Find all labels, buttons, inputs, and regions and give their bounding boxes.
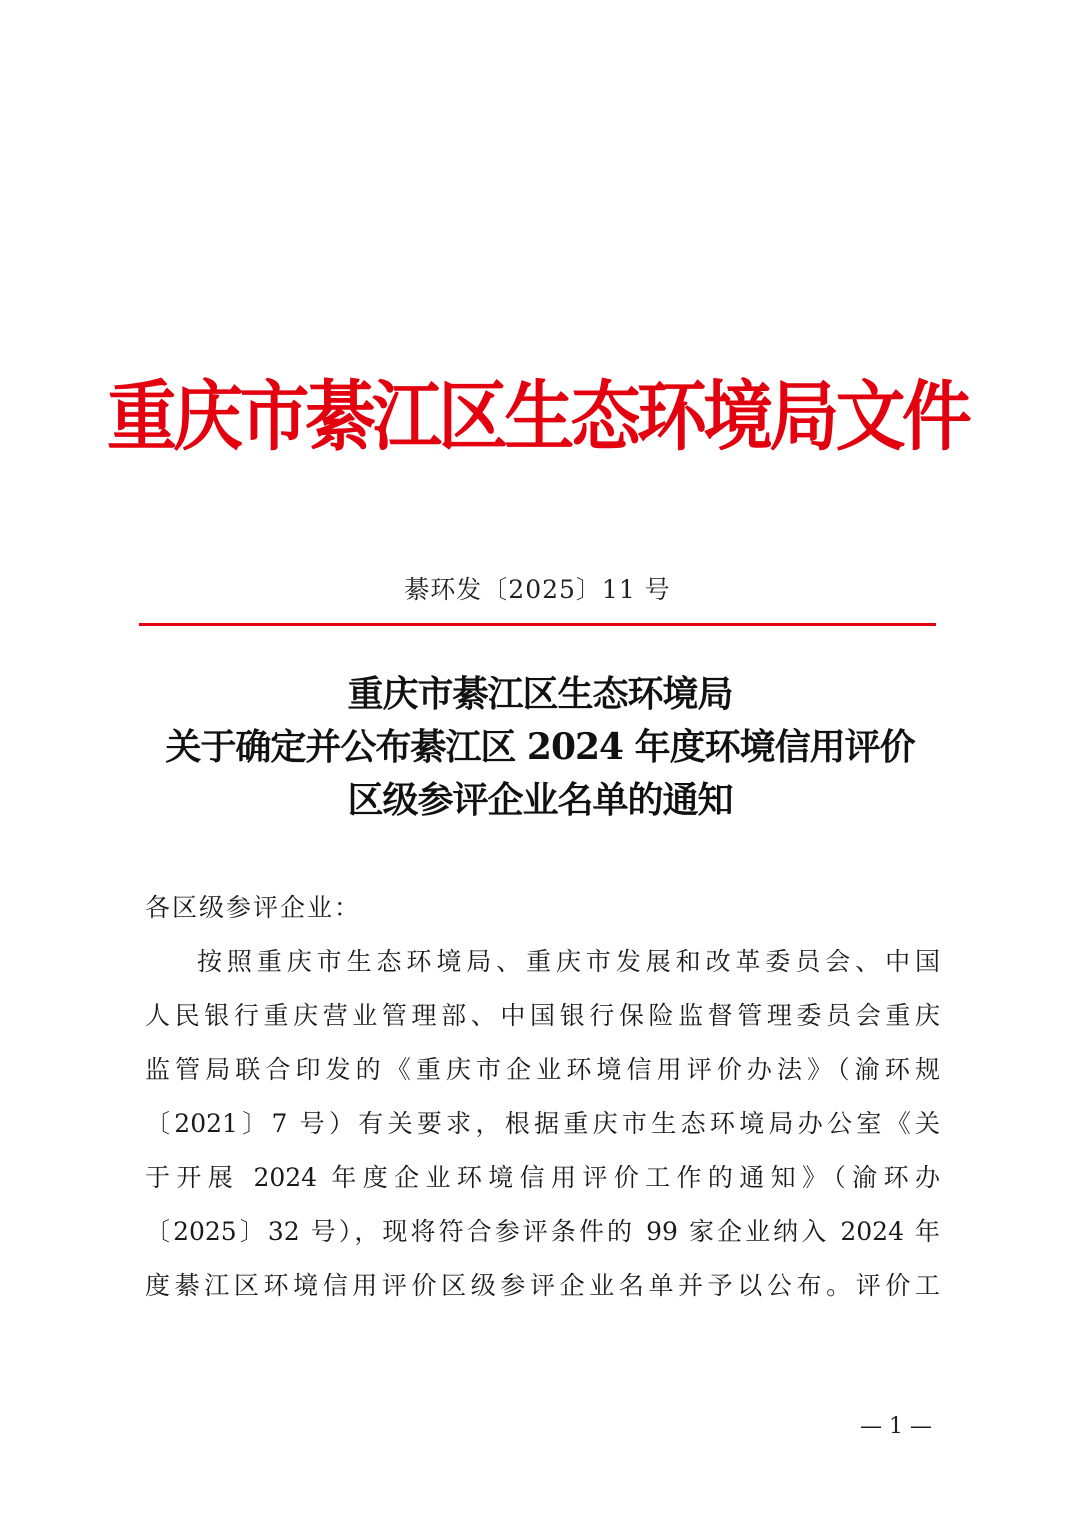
body-line: 〔2021〕7 号）有关要求，根据重庆市生态环境局办公室《关	[145, 1109, 940, 1138]
body-line: 按照重庆市生态环境局、重庆市发展和改革委员会、中国	[197, 947, 940, 976]
document-number: 綦环发〔2025〕11 号	[404, 575, 671, 604]
red-divider-line	[139, 623, 936, 626]
salutation: 各区级参评企业：	[145, 893, 362, 922]
document-title	[140, 668, 940, 827]
title-line: 区级参评企业名单的通知	[347, 779, 733, 821]
body-line: 度綦江区环境信用评价区级参评企业名单并予以公布。评价工	[145, 1271, 940, 1300]
title-line: 关于确定并公布綦江区 2024 年度环境信用评价	[165, 726, 915, 768]
body-line: 于开展 2024 年度企业环境信用评价工作的通知》（渝环办	[145, 1163, 940, 1192]
title-line: 重庆市綦江区生态环境局	[347, 673, 733, 715]
page-number: — 1 —	[860, 1414, 932, 1439]
body-paragraph	[145, 935, 940, 1313]
document-masthead: 重庆市綦江区生态环境局文件	[106, 372, 969, 461]
body-line: 监管局联合印发的《重庆市企业环境信用评价办法》（渝环规	[145, 1055, 940, 1084]
body-line: 人民银行重庆营业管理部、中国银行保险监督管理委员会重庆	[145, 1001, 940, 1030]
body-line: 〔2025〕32 号），现将符合参评条件的 99 家企业纳入 2024 年	[145, 1217, 940, 1246]
